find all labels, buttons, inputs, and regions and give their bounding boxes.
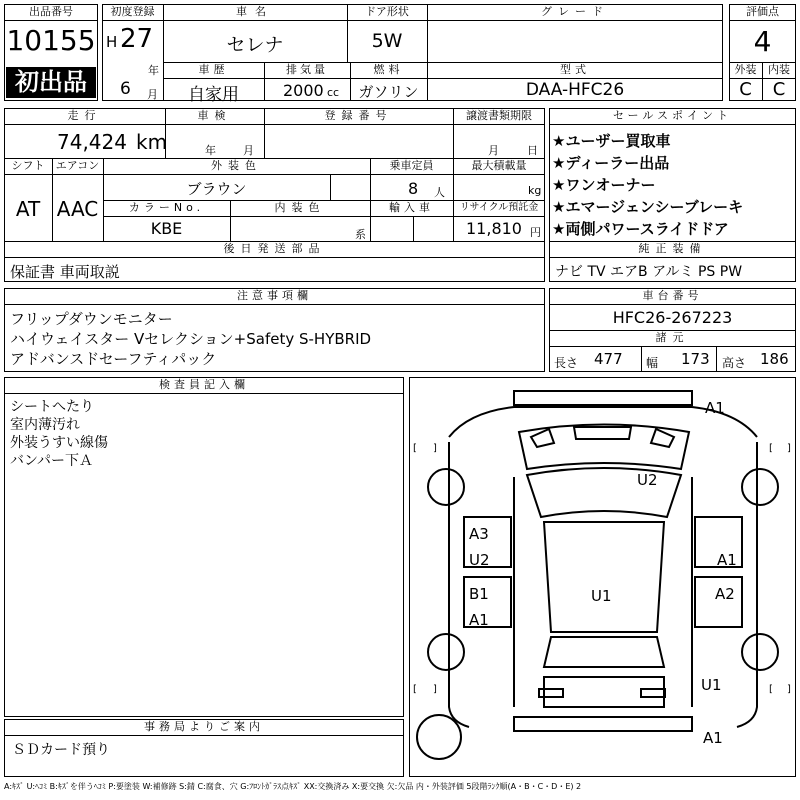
svg-text:]: ] <box>433 443 437 454</box>
inspector-line: 外装うすい線傷 <box>10 435 108 451</box>
lot-label: 出品番号 <box>29 5 73 18</box>
damage-hood: U2 <box>637 471 658 489</box>
transfer-day-unit: 日 <box>527 144 538 157</box>
dimensions-label: 諸元 <box>655 331 690 344</box>
notes-line: ハイウェイスター Vセレクション+Safety S-HYBRID <box>10 330 372 348</box>
headlight-right-shape <box>651 429 674 447</box>
grade-label: グレード <box>541 5 609 18</box>
mileage-label: 走行 <box>67 109 102 122</box>
front-bumper-shape <box>514 391 692 405</box>
svg-text:]: ] <box>433 684 437 695</box>
score-value: 4 <box>753 25 772 58</box>
tyre-rear-right-shape <box>742 634 778 670</box>
sales-point-item: ★両側パワースライドドア <box>552 220 729 238</box>
genuine-equipment-label: 純正装備 <box>638 242 707 255</box>
registration-number-label: 登録番号 <box>324 109 393 122</box>
rear-window-shape <box>544 637 664 667</box>
interior-grade-value: C <box>772 79 786 100</box>
office-value: ＳＤカード預り <box>12 742 110 758</box>
color-no-label: カラーNo. <box>128 201 205 214</box>
svg-text:[: [ <box>413 443 417 454</box>
reg-era: H <box>106 33 118 51</box>
sales-points-label: セールスポイント <box>612 109 732 122</box>
svg-text:]: ] <box>787 443 791 454</box>
damage-left-front-top: A3 <box>469 525 489 543</box>
transfer-month-unit: 月 <box>488 144 499 157</box>
displacement-value: 2000 <box>283 81 324 100</box>
fuel-label: 燃料 <box>373 63 404 76</box>
windshield-shape <box>527 468 681 517</box>
damage-rear: A1 <box>703 729 723 747</box>
svg-text:[: [ <box>769 443 773 454</box>
reg-month-unit: 月 <box>147 88 158 101</box>
inspector-label: 検査員記入欄 <box>159 378 249 391</box>
legend-text: A:ｷｽﾞ U:ﾍｺﾐ B:ｷｽﾞを伴うﾍｺﾐ P:要塗装 W:補修跡 S:錆 C:腐食、穴 G:ﾌﾛﾝﾄｶﾞﾗｽ点ｷｽﾞ XX:交換済み X:要交換 欠:欠品 内・外装評価 5段階ﾗﾝｸ順(A・B・C・D・E) 2 <box>4 782 582 791</box>
interior-color-label: 内装色 <box>274 201 326 214</box>
first-listing-badge: 初出品 <box>6 67 96 98</box>
capacity-label: 乗車定員 <box>389 159 434 172</box>
inspector-line: シートへたり <box>10 399 94 415</box>
grille-shape <box>574 427 631 439</box>
headlight-left-shape <box>531 429 554 447</box>
car-name-label: 車名 <box>236 5 274 18</box>
car-name-value: セレナ <box>226 34 284 56</box>
tyre-front-left-shape <box>428 469 464 505</box>
exterior-color-value: ブラウン <box>186 180 247 198</box>
displacement-label: 排気量 <box>286 63 328 76</box>
inspector-line: バンパー下Ａ <box>10 453 94 469</box>
svg-text:]: ] <box>787 684 791 695</box>
damage-left-front-bottom: U2 <box>469 551 490 569</box>
damage-front: A1 <box>705 399 725 417</box>
color-no-value: KBE <box>150 219 183 238</box>
notes-line: フリップダウンモニター <box>10 310 173 328</box>
max-load-label: 最大積載量 <box>471 159 527 172</box>
shift-value: AT <box>15 197 41 221</box>
taillight-right-shape <box>641 689 665 697</box>
tyre-rear-left-shape <box>428 634 464 670</box>
sales-point-item: ★ディーラー出品 <box>552 154 670 172</box>
reg-year-unit: 年 <box>148 64 159 77</box>
recycle-unit: 円 <box>530 226 541 239</box>
door-value: 5W <box>371 30 403 52</box>
damage-right-front: A1 <box>717 551 737 569</box>
svg-text:[: [ <box>413 684 417 695</box>
length-label: 長さ <box>554 356 579 370</box>
sales-point-item: ★エマージェンシーブレーキ <box>552 198 744 216</box>
height-label: 高さ <box>722 356 747 370</box>
inspector-line: 室内薄汚れ <box>10 417 80 433</box>
inspection-label: 車検 <box>197 109 232 122</box>
lot-number: 10155 <box>6 24 96 57</box>
mileage-value: 74,424 <box>57 130 127 154</box>
shift-label: シフト <box>11 159 45 172</box>
width-value: 173 <box>681 350 710 368</box>
height-value: 186 <box>760 350 789 368</box>
aircon-value: AAC <box>56 197 99 221</box>
sales-point-item: ★ユーザー買取車 <box>552 132 671 150</box>
chassis-value: HFC26-267223 <box>612 308 733 327</box>
history-label: 車歴 <box>198 63 229 76</box>
model-value: DAA-HFC26 <box>525 80 625 100</box>
recycle-value: 11,810 <box>466 219 522 238</box>
fuel-value: ガソリン <box>358 83 419 101</box>
registration-label: 初度登録 <box>110 5 155 18</box>
left-side-shape <box>449 442 469 727</box>
aircon-label: エアコン <box>55 159 100 172</box>
recycle-label: リサイクル預託金 <box>459 202 539 213</box>
length-value: 477 <box>594 350 623 368</box>
taillight-left-shape <box>539 689 563 697</box>
damage-right-rear: A2 <box>715 585 735 603</box>
sales-point-item: ★ワンオーナー <box>552 176 656 194</box>
import-label: 輸入車 <box>389 201 434 214</box>
reg-year: 27 <box>120 24 154 54</box>
rear-bumper-shape <box>514 717 692 731</box>
reg-month: 6 <box>120 79 131 99</box>
interior-color-unit: 系 <box>355 228 366 241</box>
door-label: ドア形状 <box>365 5 409 18</box>
notes-label: 注意事項欄 <box>237 289 312 302</box>
svg-text:[: [ <box>769 684 773 695</box>
exterior-color-label: 外装色 <box>211 159 262 172</box>
capacity-unit: 人 <box>434 186 445 199</box>
chassis-label: 車台番号 <box>642 289 703 302</box>
score-label: 評価点 <box>746 5 779 18</box>
office-label: 事務局よりご案内 <box>144 720 264 733</box>
mileage-unit: km <box>136 130 168 154</box>
damage-rear-right: U1 <box>701 676 722 694</box>
exterior-grade-value: C <box>739 79 752 100</box>
damage-roof: U1 <box>591 587 612 605</box>
damage-left-rear-top: B1 <box>469 585 489 603</box>
history-value: 自家用 <box>188 85 239 105</box>
genuine-equipment-value: ナビ TV エアB アルミ PS PW <box>555 264 743 280</box>
displacement-unit: cc <box>327 86 340 99</box>
inspection-month-unit: 月 <box>243 144 254 157</box>
max-load-unit: kg <box>528 184 542 197</box>
roof-shape <box>544 522 664 632</box>
tyre-front-right-shape <box>742 469 778 505</box>
later-parts-value: 保証書 車両取説 <box>10 263 120 281</box>
later-parts-label: 後日発送部品 <box>223 242 326 255</box>
damage-left-rear-bottom: A1 <box>469 611 489 629</box>
capacity-value: 8 <box>408 179 419 198</box>
car-diagram <box>409 377 796 777</box>
exterior-grade-label: 外装 <box>734 63 757 76</box>
transfer-deadline-label: 譲渡書類期限 <box>466 109 532 122</box>
width-label: 幅 <box>646 356 659 370</box>
interior-grade-label: 内装 <box>768 63 790 76</box>
right-side-shape <box>737 442 757 727</box>
model-label: 型式 <box>560 63 590 76</box>
notes-line: アドバンスドセーフティパック <box>10 350 217 368</box>
inspection-year-unit: 年 <box>205 144 216 157</box>
spare-tyre-shape <box>417 715 461 759</box>
